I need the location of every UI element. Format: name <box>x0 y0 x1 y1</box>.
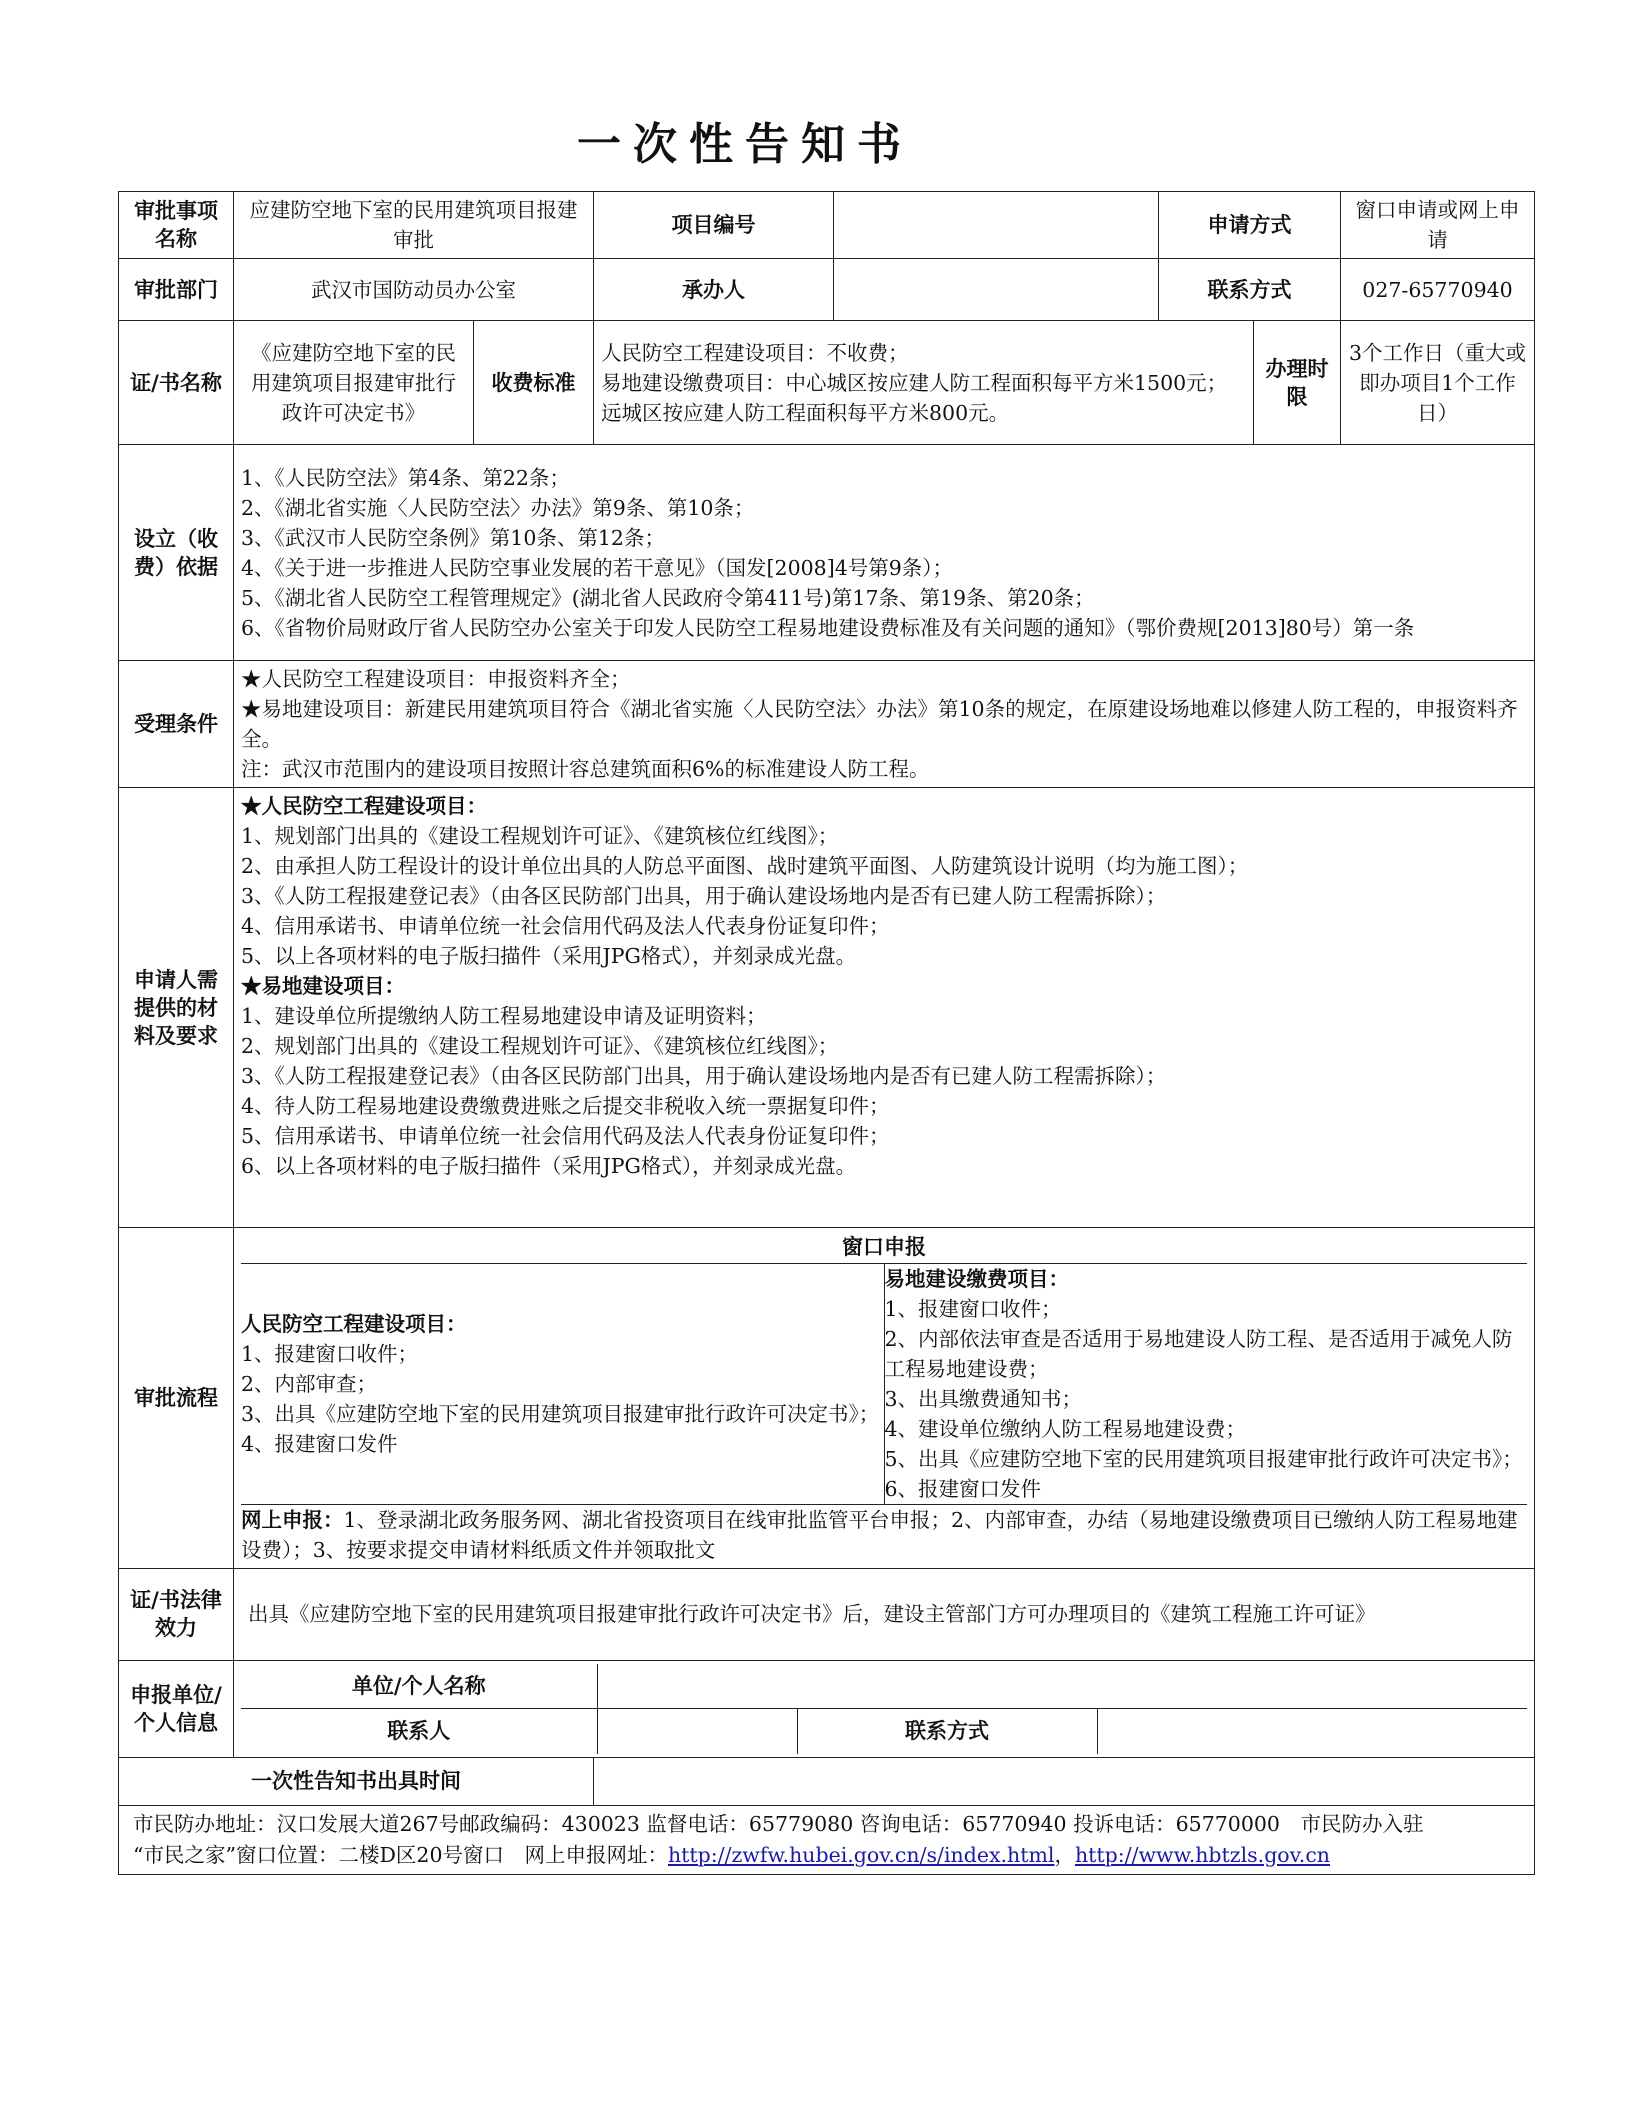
online-text: 1、登录湖北政务服务网、湖北省投资项目在线审批监管平台申报；2、内部审查，办结（易地建设缴费项目已缴纳人防工程易地建设费）；3、按要求提交申请材料纸质文件并领取批文 <box>241 1507 1518 1562</box>
list-item: 4、建设单位缴纳人防工程易地建设费； <box>884 1416 1247 1441</box>
item-name-label: 审批事项名称 <box>119 192 234 259</box>
online-apply <box>241 1504 1527 1565</box>
item-name-value: 应建防空地下室的民用建筑项目报建审批 <box>234 192 594 259</box>
section-title: 人民防空工程建设项目： <box>241 1311 467 1336</box>
issue-time-value[interactable] <box>594 1757 1535 1805</box>
list-item: 3、出具《应建防空地下室的民用建筑项目报建审批行政许可决定书》； <box>241 1401 880 1426</box>
applicant-name-label: 单位/个人名称 <box>241 1664 597 1709</box>
contact-value: 027-65770940 <box>1341 259 1535 321</box>
process-label: 审批流程 <box>119 1228 234 1569</box>
fee-label: 收费标准 <box>474 321 594 445</box>
list-item: 5、《湖北省人民防空工程管理规定》(湖北省人民政府令第411号)第17条、第19条、第20条； <box>241 585 1095 610</box>
process-left <box>241 1263 884 1504</box>
page-title: 一次性告知书 <box>577 119 913 170</box>
online-label: 网上申报： <box>241 1507 344 1532</box>
conditions-label: 受理条件 <box>119 661 234 788</box>
list-item: ★易地建设项目：新建民用建筑项目符合《湖北省实施〈人民防空法〉办法》第10条的规定，在原建设场地难以修建人防工程的，申报资料齐全。 <box>241 697 1518 751</box>
footer-info <box>119 1805 1535 1874</box>
process-cell <box>234 1228 1535 1569</box>
list-item: 注：武汉市范围内的建设项目按照计容总建筑面积6%的标准建设人防工程。 <box>241 757 930 781</box>
materials-list <box>234 788 1535 1228</box>
process-right <box>884 1263 1527 1504</box>
list-item: 4、《关于进一步推进人民防空事业发展的若干意见》（国发[2008]4号第9条）； <box>241 555 954 580</box>
list-item: 3、《武汉市人民防空条例》第10条、第12条； <box>241 525 665 550</box>
window-title: 窗口申报 <box>241 1231 1527 1263</box>
issue-time-label: 一次性告知书出具时间 <box>119 1757 594 1805</box>
project-no-value[interactable] <box>834 192 1159 259</box>
hbtzls-link[interactable]: http://www.hbtzls.gov.cn <box>1074 1842 1331 1867</box>
contact-method-value[interactable] <box>1097 1709 1527 1754</box>
contact-person-value[interactable] <box>597 1709 797 1754</box>
list-item: 2、规划部门出具的《建设工程规划许可证》、《建筑核位红线图》； <box>241 1034 839 1058</box>
list-item: 2、由承担人防工程设计的设计单位出具的人防总平面图、战时建筑平面图、人防建筑设计说明（均为施工图）； <box>241 854 1249 878</box>
handler-value[interactable] <box>834 259 1159 321</box>
time-label: 办理时限 <box>1254 321 1341 445</box>
basis-label: 设立（收费）依据 <box>119 445 234 661</box>
project-no-label: 项目编号 <box>594 192 834 259</box>
footer-address: 市民防办地址：汉口发展大道267号邮政编码：430023 监督电话：65779080 咨询电话：65770940 投诉电话：65770000 市民防办入驻 <box>133 1811 1424 1836</box>
apply-method-value: 窗口申请或网上申请 <box>1341 192 1535 259</box>
list-item: 2、内部审查； <box>241 1371 378 1396</box>
list-item: 1、规划部门出具的《建设工程规划许可证》、《建筑核位红线图》； <box>241 824 839 848</box>
dept-value: 武汉市国防动员办公室 <box>234 259 594 321</box>
section-title: 易地建设缴费项目： <box>884 1266 1069 1291</box>
legal-label: 证/书法律效力 <box>119 1568 234 1660</box>
list-item: 3、《人防工程报建登记表》（由各区民防部门出具，用于确认建设场地内是否有已建人防工程需拆除）； <box>241 1064 1167 1088</box>
contact-label: 联系方式 <box>1159 259 1341 321</box>
fee-line: 易地建设缴费项目：中心城区按应建人防工程面积每平方米1500元；远城区按应建人防工程面积每平方米800元。 <box>601 370 1228 425</box>
process-table <box>241 1231 1527 1565</box>
hubei-gov-link[interactable]: http://zwfw.hubei.gov.cn/s/index.html <box>667 1842 1055 1867</box>
apply-method-label: 申请方式 <box>1159 192 1341 259</box>
list-item: 5、以上各项材料的电子版扫描件（采用JPG格式），并刻录成光盘。 <box>241 944 857 968</box>
cert-value: 《应建防空地下室的民用建筑项目报建审批行政许可决定书》 <box>234 321 474 445</box>
fee-line: 人民防空工程建设项目：不收费； <box>601 340 909 365</box>
list-item: 2、内部依法审查是否适用于易地建设人防工程、是否适用于减免人防工程易地建设费； <box>884 1326 1513 1381</box>
list-item: 5、出具《应建防空地下室的民用建筑项目报建审批行政许可决定书》； <box>884 1446 1523 1471</box>
footer-separator: ， <box>1054 1842 1075 1867</box>
applicant-label: 申报单位/个人信息 <box>119 1660 234 1757</box>
conditions-list <box>234 661 1535 788</box>
section-title: ★易地建设项目： <box>241 974 405 998</box>
applicant-name-value[interactable] <box>597 1664 1527 1709</box>
list-item: 6、报建窗口发件 <box>884 1476 1042 1501</box>
notice-form <box>118 191 1535 1875</box>
applicant-table <box>241 1664 1527 1754</box>
contact-person-label: 联系人 <box>241 1709 597 1754</box>
section-title: ★人民防空工程建设项目： <box>241 794 487 818</box>
legal-text: 出具《应建防空地下室的民用建筑项目报建审批行政许可决定书》后，建设主管部门方可办理项目的《建筑工程施工许可证》 <box>234 1568 1535 1660</box>
cert-label: 证/书名称 <box>119 321 234 445</box>
list-item: 6、《省物价局财政厅省人民防空办公室关于印发人民防空工程易地建设费标准及有关问题的通知》（鄂价费规[2013]80号）第一条 <box>241 615 1415 640</box>
handler-label: 承办人 <box>594 259 834 321</box>
contact-method-label: 联系方式 <box>797 1709 1097 1754</box>
list-item: 3、《人防工程报建登记表》（由各区民防部门出具，用于确认建设场地内是否有已建人防工程需拆除）； <box>241 884 1167 908</box>
list-item: 3、出具缴费通知书； <box>884 1386 1083 1411</box>
fee-standard <box>594 321 1254 445</box>
list-item: 5、信用承诺书、申请单位统一社会信用代码及法人代表身份证复印件； <box>241 1124 890 1148</box>
list-item: 6、以上各项材料的电子版扫描件（采用JPG格式），并刻录成光盘。 <box>241 1154 857 1178</box>
time-value: 3个工作日（重大或即办项目1个工作日） <box>1341 321 1535 445</box>
materials-label: 申请人需提供的材料及要求 <box>119 788 234 1228</box>
basis-list <box>234 445 1535 661</box>
list-item: ★人民防空工程建设项目：申报资料齐全； <box>241 667 631 691</box>
dept-label: 审批部门 <box>119 259 234 321</box>
list-item: 4、待人防工程易地建设费缴费进账之后提交非税收入统一票据复印件； <box>241 1094 890 1118</box>
list-item: 1、报建窗口收件； <box>241 1341 419 1366</box>
list-item: 1、《人民防空法》第4条、第22条； <box>241 465 570 490</box>
list-item: 1、建设单位所提缴纳人防工程易地建设申请及证明资料； <box>241 1004 767 1028</box>
footer-window-text: “市民之家”窗口位置：二楼D区20号窗口 网上申报网址： <box>133 1842 668 1867</box>
applicant-cell <box>234 1660 1535 1757</box>
list-item: 4、信用承诺书、申请单位统一社会信用代码及法人代表身份证复印件； <box>241 914 890 938</box>
list-item: 4、报建窗口发件 <box>241 1431 398 1456</box>
list-item: 1、报建窗口收件； <box>884 1296 1062 1321</box>
footer-window <box>133 1840 1527 1871</box>
list-item: 2、《湖北省实施〈人民防空法〉办法》第9条、第10条； <box>241 495 755 520</box>
